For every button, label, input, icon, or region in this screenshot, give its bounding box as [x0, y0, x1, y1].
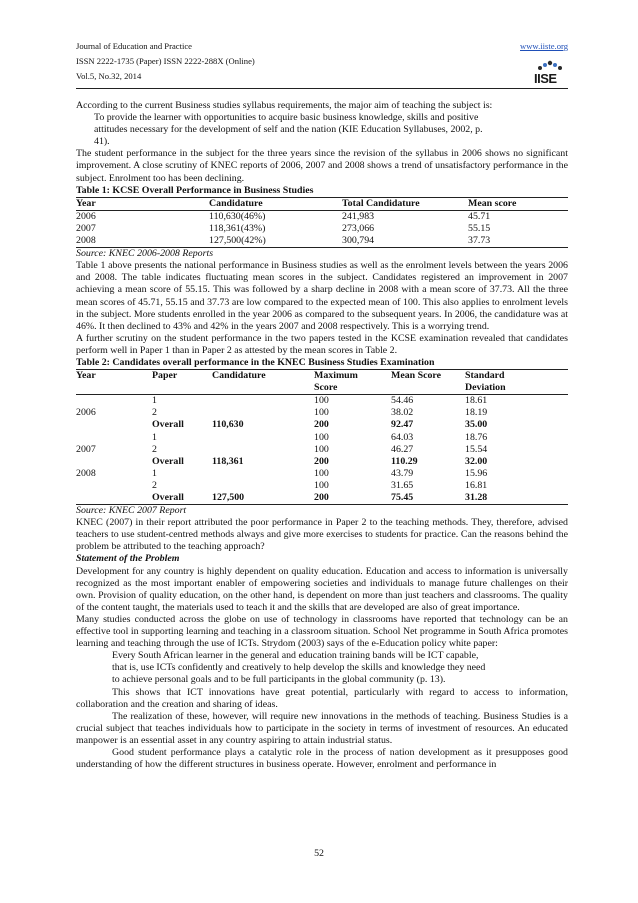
table-header-cell: Candidature	[209, 197, 342, 210]
section-heading: Statement of the Problem	[76, 553, 180, 565]
table-cell	[76, 480, 152, 492]
paragraph-table1-analysis: Table 1 above presents the national performance in Business studies as well as the enrolment levels between the years 2006 and 2008. The table indicates fluctuating mean scores in the subject. Candidates registered an improvement in 2007 achieving a mean score of 55.15. This was followed by a sharp decline in 2008 with a mean score of 37.73. All the three mean scores of 45.71, 55.15 and 37.73 are low compared to the expected mean of 100. This also applies to enrolment levels in the subject. More students enrolled in the year 2006 as compared to the subsequent years. In 2006, the candidature was at 46%. It then declined to 43% and 42% in the years 2007 and 2008 respectively. This is a worrying trend.	[76, 260, 568, 332]
table2-caption: Table 2: Candidates overall performance in the KNEC Business Studies Examination	[76, 356, 435, 368]
table-cell: 2007	[76, 222, 96, 234]
table-cell: 241,983	[342, 210, 375, 222]
paragraph-good-performance: Good student performance plays a catalytic role in the process of nation development as it presupposes good understanding of how the different structures in business operate. However, enrolment and performance in	[76, 746, 568, 771]
table-cell	[212, 444, 314, 456]
quote-line: that is, use ICTs confidently and creatively to help develop the skills and knowledge they need	[112, 662, 486, 674]
header-line: Standard	[465, 370, 505, 382]
table-header-row	[76, 370, 568, 395]
iiste-logo	[534, 56, 566, 86]
header-line: Deviation	[465, 382, 506, 394]
table-cell: 43.79	[391, 467, 414, 479]
table-cell: 1	[152, 395, 157, 407]
table-cell: 15.96	[465, 467, 488, 479]
quote-line: To provide the learner with opportunities to acquire basic business knowledge, skills and positive	[94, 112, 479, 124]
table1	[76, 197, 568, 248]
table-cell: 31.28	[465, 492, 568, 505]
table-cell: 118,361(43%)	[209, 222, 266, 234]
table-header-row	[76, 197, 568, 210]
table-cell: 200	[314, 455, 329, 467]
paragraph-further-scrutiny: A further scrutiny on the student performance in the two papers tested in the KCSE examination revealed that candidates perform well in Paper 1 than in Paper 2 as attested by the mean scores in Table 2.	[76, 332, 568, 356]
table-row	[76, 395, 568, 408]
table-row-overall	[76, 456, 568, 468]
table-cell: 35.00	[465, 419, 488, 431]
journal-url-link[interactable]: www.iiste.org	[520, 41, 568, 51]
logo-dots-icon	[536, 58, 564, 72]
paragraph-ict-potential: This shows that ICT innovations have great potential, particularly with regard to access to information, collaboration and the creation and sharing of ideas.	[76, 686, 568, 710]
quote-line: 41).	[94, 136, 110, 148]
table-cell: 15.54	[465, 443, 488, 455]
table-row-overall	[76, 492, 568, 505]
table-row-overall	[76, 419, 568, 431]
table-cell: 55.15	[468, 222, 491, 234]
table-cell: 110,630	[212, 419, 244, 431]
table-cell	[212, 432, 314, 444]
table-cell: 273,066	[342, 222, 375, 234]
table-cell: 100	[314, 467, 329, 479]
paragraph-innovations: The realization of these, however, will require new innovations in the methods of teaching. Business Studies is a crucial subject that teaches individuals how to participate in the society in terms of investment of resources. An educated manpower is an essential asset in any country aspiring to attain industrial status.	[76, 710, 568, 746]
table-header-cell: Mean Score	[391, 370, 465, 395]
table-cell	[212, 480, 314, 492]
table-cell: 100	[314, 443, 329, 455]
table-cell: 16.81	[465, 479, 488, 491]
table-header-cell: Mean score	[468, 197, 568, 210]
paragraph-knec-report: KNEC (2007) in their report attributed the poor performance in Paper 2 to the teaching methods. They, therefore, advised teachers to use student-centred methods always and give more exercises to students for practice. Can the reasons behind the problem be attributed to the teaching approach?	[76, 517, 568, 553]
table-cell: 2007	[76, 443, 96, 455]
header-line: Score	[314, 382, 338, 394]
table-cell	[76, 419, 152, 431]
table-cell: 100	[314, 479, 329, 491]
quote-line: attitudes necessary for the development of self and the nation (KIE Education Syllabuses, 2002, p.	[94, 124, 483, 136]
table-cell	[76, 395, 152, 408]
table-row	[76, 468, 568, 480]
table-row	[76, 210, 568, 223]
table-cell: 38.02	[391, 407, 414, 419]
table-cell: 46.27	[391, 443, 414, 455]
table-cell: 100	[314, 395, 329, 407]
table-cell: 110,630(46%)	[209, 210, 266, 222]
table-cell: 127,500	[212, 492, 314, 505]
table-cell: 2	[152, 479, 157, 491]
table-row	[76, 444, 568, 456]
table-cell: 200	[314, 492, 391, 505]
table-header-cell: Year	[76, 370, 152, 395]
table-cell: 127,500(42%)	[209, 235, 342, 248]
table-row	[76, 235, 568, 248]
table-cell: 100	[314, 431, 329, 443]
issn-line: ISSN 2222-1735 (Paper) ISSN 2222-288X (Online)	[76, 56, 255, 66]
logo-text: IISE	[534, 71, 557, 86]
table-cell: 37.73	[468, 235, 568, 248]
paragraph-performance: The student performance in the subject for the three years since the revision of the syllabus in 2006 shows no significant improvement. A close scrutiny of KNEC reports of 2006, 2007 and 2008 shows a trend of unsatisfactory performance in the subject. Enrolment too has been declining.	[76, 148, 568, 184]
table-cell: 2008	[76, 467, 96, 479]
page-number: 52	[314, 848, 324, 859]
table-cell: Overall	[152, 492, 212, 505]
table-row	[76, 480, 568, 492]
table-header-cell	[465, 370, 568, 395]
journal-title: Journal of Education and Practice	[76, 41, 192, 51]
table-cell	[76, 456, 152, 468]
table2	[76, 369, 568, 505]
table-cell: Overall	[152, 455, 184, 467]
volume-line: Vol.5, No.32, 2014	[76, 71, 142, 81]
table-cell: 92.47	[391, 419, 414, 431]
table-row	[76, 223, 568, 235]
table-header-cell: Year	[76, 197, 209, 210]
table-cell: 45.71	[468, 210, 491, 222]
table-header-cell	[314, 370, 391, 395]
header-rule	[76, 88, 568, 89]
table-cell: 2	[152, 407, 157, 419]
table-cell	[212, 395, 314, 408]
table-header-cell: Paper	[152, 370, 212, 395]
table-row	[76, 432, 568, 444]
table-cell: 18.19	[465, 407, 488, 419]
quote-line: Every South African learner in the general and education training bands will be ICT capable,	[112, 650, 479, 662]
table-cell: 300,794	[342, 235, 468, 248]
table-cell: 32.00	[465, 455, 488, 467]
table-row	[76, 407, 568, 419]
table-cell: 2008	[76, 235, 209, 248]
table2-source: Source: KNEC 2007 Report	[76, 505, 187, 517]
table-cell: 64.03	[391, 431, 414, 443]
table-cell: 2006	[76, 407, 96, 419]
table1-source: Source: KNEC 2006-2008 Reports	[76, 248, 214, 260]
table-cell: 2006	[76, 210, 96, 222]
table-cell: 118,361	[212, 455, 244, 467]
header-line: Maximum	[314, 370, 358, 382]
table-cell: 1	[152, 431, 157, 443]
table-cell	[212, 407, 314, 419]
paragraph-intro: According to the current Business studies syllabus requirements, the major aim of teaching the subject is:	[76, 100, 493, 111]
table-cell: Overall	[152, 419, 184, 431]
table-header-cell: Total Candidature	[342, 197, 468, 210]
table-cell: 54.46	[391, 395, 414, 407]
table-cell: 110.29	[391, 455, 418, 467]
table-cell	[76, 492, 152, 505]
table1-caption: Table 1: KCSE Overall Performance in Business Studies	[76, 184, 314, 196]
table-cell: 100	[314, 407, 329, 419]
table-cell	[76, 432, 152, 444]
table-cell: 200	[314, 419, 329, 431]
table-cell: 31.65	[391, 479, 414, 491]
table-cell	[212, 468, 314, 480]
table-cell: 1	[152, 467, 157, 479]
table-cell: 18.76	[465, 431, 488, 443]
article-body	[76, 100, 568, 771]
quote-line: to achieve personal goals and to be full participants in the global community (p. 13).	[112, 674, 446, 686]
table-cell: 75.45	[391, 492, 465, 505]
table-cell: 2	[152, 443, 157, 455]
paragraph-development: Development for any country is highly dependent on quality education. Education and access to information is universally recognized as the most important enabler of empowering societies and individuals to manage future challenges on their own. Provision of quality education, on the other hand, is dependent on more than just teachers and classrooms. The quality of the content taught, the materials used to teach it and the skills that are developed are also of great importance.	[76, 565, 568, 613]
table-header-cell: Candidature	[212, 370, 314, 395]
table-cell: 18.61	[465, 395, 488, 407]
paragraph-technology: Many studies conducted across the globe on use of technology in classrooms have reported that technology can be an effective tool in supporting learning and teaching in a classroom situation. School Net programme in South Africa promotes learning and teaching through the use of ICTs. Strydom (2003) says of the e-Education policy white paper:	[76, 613, 568, 650]
